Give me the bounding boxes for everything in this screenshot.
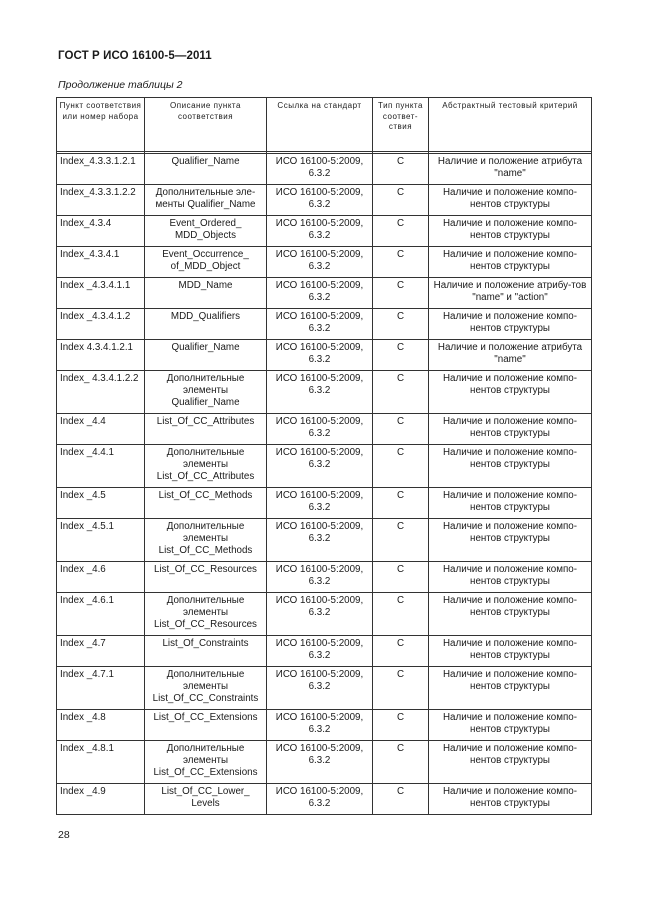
- clause-type-cell: C: [373, 371, 429, 414]
- clause-type-cell: C: [373, 562, 429, 593]
- description-cell: Дополнительные элементы List_Of_CC_Attributes: [145, 445, 267, 488]
- description-cell: MDD_Qualifiers: [145, 309, 267, 340]
- standard-reference-cell: ИСО 16100-5:2009, 6.3.2: [267, 667, 373, 710]
- table-row: [57, 636, 592, 667]
- test-criterion-cell: Наличие и положение компо-нентов структуры: [429, 185, 592, 216]
- description-cell: MDD_Name: [145, 278, 267, 309]
- description-cell: Qualifier_Name: [145, 154, 267, 185]
- description-cell: List_Of_CC_Attributes: [145, 414, 267, 445]
- test-criterion-cell: Наличие и положение атрибута "name": [429, 340, 592, 371]
- description-cell: Дополнительные элементы List_Of_CC_Methods: [145, 519, 267, 562]
- standard-reference-cell: ИСО 16100-5:2009, 6.3.2: [267, 710, 373, 741]
- description-cell: Дополнительные элементы List_Of_CC_Extensions: [145, 741, 267, 784]
- clause-type-cell: C: [373, 309, 429, 340]
- clause-type-cell: C: [373, 247, 429, 278]
- description-cell: List_Of_Constraints: [145, 636, 267, 667]
- standard-reference-cell: ИСО 16100-5:2009, 6.3.2: [267, 371, 373, 414]
- column-header-test-criterion: Абстрактный тестовый критерий: [429, 98, 592, 152]
- table-continuation-caption: Продолжение таблицы 2: [58, 79, 183, 91]
- clause-type-cell: C: [373, 710, 429, 741]
- clause-id-cell: Index _4.5: [57, 488, 145, 519]
- standard-reference-cell: ИСО 16100-5:2009, 6.3.2: [267, 488, 373, 519]
- table-row: [57, 519, 592, 562]
- table-row: [57, 278, 592, 309]
- standard-reference-cell: ИСО 16100-5:2009, 6.3.2: [267, 784, 373, 815]
- clause-id-cell: Index 4.3.4.1.2.1: [57, 340, 145, 371]
- clause-id-cell: Index _4.9: [57, 784, 145, 815]
- clause-type-cell: C: [373, 445, 429, 488]
- table-row: [57, 185, 592, 216]
- clause-type-cell: C: [373, 185, 429, 216]
- clause-type-cell: C: [373, 784, 429, 815]
- table-row: [57, 154, 592, 185]
- description-cell: Qualifier_Name: [145, 340, 267, 371]
- table-row: [57, 562, 592, 593]
- standard-reference-cell: ИСО 16100-5:2009, 6.3.2: [267, 185, 373, 216]
- table-row: [57, 445, 592, 488]
- standard-reference-cell: ИСО 16100-5:2009, 6.3.2: [267, 562, 373, 593]
- test-criterion-cell: Наличие и положение компо-нентов структуры: [429, 247, 592, 278]
- test-criterion-cell: Наличие и положение компо-нентов структуры: [429, 371, 592, 414]
- standard-reference-cell: ИСО 16100-5:2009, 6.3.2: [267, 519, 373, 562]
- description-cell: Event_Occurrence_ of_MDD_Object: [145, 247, 267, 278]
- clause-id-cell: Index_4.3.3.1.2.2: [57, 185, 145, 216]
- test-criterion-cell: Наличие и положение атрибу-тов "name" и "action": [429, 278, 592, 309]
- document-title: ГОСТ Р ИСО 16100-5—2011: [58, 50, 212, 62]
- standard-reference-cell: ИСО 16100-5:2009, 6.3.2: [267, 445, 373, 488]
- test-criterion-cell: Наличие и положение компо-нентов структуры: [429, 309, 592, 340]
- clause-id-cell: Index_4.3.4.1: [57, 247, 145, 278]
- clause-id-cell: Index _4.4.1: [57, 445, 145, 488]
- description-cell: Дополнительные эле-менты Qualifier_Name: [145, 185, 267, 216]
- table-row: [57, 340, 592, 371]
- description-cell: List_Of_CC_Methods: [145, 488, 267, 519]
- column-header-standard-reference: Ссылка на стандарт: [267, 98, 373, 152]
- column-header-clause-type: Тип пункта соответ-ствия: [373, 98, 429, 152]
- table-body: [57, 152, 592, 815]
- table-row: [57, 216, 592, 247]
- clause-id-cell: Index_4.3.3.1.2.1: [57, 154, 145, 185]
- clause-type-cell: C: [373, 278, 429, 309]
- clause-type-cell: C: [373, 488, 429, 519]
- test-criterion-cell: Наличие и положение компо-нентов структуры: [429, 710, 592, 741]
- table-row: [57, 710, 592, 741]
- clause-type-cell: C: [373, 519, 429, 562]
- clause-type-cell: C: [373, 154, 429, 185]
- clause-type-cell: C: [373, 340, 429, 371]
- clause-id-cell: Index _4.5.1: [57, 519, 145, 562]
- clause-id-cell: Index _4.3.4.1.1: [57, 278, 145, 309]
- standard-reference-cell: ИСО 16100-5:2009, 6.3.2: [267, 309, 373, 340]
- test-criterion-cell: Наличие и положение компо-нентов структуры: [429, 216, 592, 247]
- clause-type-cell: C: [373, 741, 429, 784]
- clause-type-cell: C: [373, 216, 429, 247]
- clause-type-cell: C: [373, 667, 429, 710]
- table-row: [57, 667, 592, 710]
- test-criterion-cell: Наличие и положение компо-нентов структуры: [429, 784, 592, 815]
- page-number: 28: [58, 829, 70, 841]
- table-header-row: [57, 98, 592, 152]
- conformance-table: [56, 97, 592, 815]
- description-cell: List_Of_CC_Extensions: [145, 710, 267, 741]
- description-cell: Дополнительные элементы Qualifier_Name: [145, 371, 267, 414]
- standard-reference-cell: ИСО 16100-5:2009, 6.3.2: [267, 340, 373, 371]
- test-criterion-cell: Наличие и положение компо-нентов структуры: [429, 741, 592, 784]
- table-row: [57, 488, 592, 519]
- clause-id-cell: Index _4.3.4.1.2: [57, 309, 145, 340]
- table-row: [57, 414, 592, 445]
- clause-id-cell: Index _4.6.1: [57, 593, 145, 636]
- clause-id-cell: Index _4.7: [57, 636, 145, 667]
- standard-reference-cell: ИСО 16100-5:2009, 6.3.2: [267, 247, 373, 278]
- table-row: [57, 741, 592, 784]
- description-cell: List_Of_CC_Lower_ Levels: [145, 784, 267, 815]
- table-row: [57, 593, 592, 636]
- clause-type-cell: C: [373, 593, 429, 636]
- column-header-description: Описание пункта соответствия: [145, 98, 267, 152]
- standard-reference-cell: ИСО 16100-5:2009, 6.3.2: [267, 741, 373, 784]
- description-cell: Event_Ordered_ MDD_Objects: [145, 216, 267, 247]
- clause-id-cell: Index_4.3.4: [57, 216, 145, 247]
- description-cell: Дополнительные элементы List_Of_CC_Resources: [145, 593, 267, 636]
- standard-reference-cell: ИСО 16100-5:2009, 6.3.2: [267, 154, 373, 185]
- test-criterion-cell: Наличие и положение компо-нентов структуры: [429, 562, 592, 593]
- test-criterion-cell: Наличие и положение компо-нентов структуры: [429, 593, 592, 636]
- standard-reference-cell: ИСО 16100-5:2009, 6.3.2: [267, 216, 373, 247]
- standard-reference-cell: ИСО 16100-5:2009, 6.3.2: [267, 593, 373, 636]
- test-criterion-cell: Наличие и положение компо-нентов структуры: [429, 667, 592, 710]
- clause-id-cell: Index_ 4.3.4.1.2.2: [57, 371, 145, 414]
- clause-id-cell: Index _4.8: [57, 710, 145, 741]
- clause-id-cell: Index _4.6: [57, 562, 145, 593]
- test-criterion-cell: Наличие и положение компо-нентов структуры: [429, 445, 592, 488]
- clause-id-cell: Index _4.7.1: [57, 667, 145, 710]
- description-cell: Дополнительные элементы List_Of_CC_Constraints: [145, 667, 267, 710]
- column-header-clause-id: Пункт соответствия или номер набора: [57, 98, 145, 152]
- table-row: [57, 371, 592, 414]
- table-row: [57, 309, 592, 340]
- standard-reference-cell: ИСО 16100-5:2009, 6.3.2: [267, 636, 373, 667]
- table-row: [57, 247, 592, 278]
- test-criterion-cell: Наличие и положение компо-нентов структуры: [429, 636, 592, 667]
- test-criterion-cell: Наличие и положение компо-нентов структуры: [429, 488, 592, 519]
- test-criterion-cell: Наличие и положение компо-нентов структуры: [429, 519, 592, 562]
- clause-id-cell: Index _4.8.1: [57, 741, 145, 784]
- clause-id-cell: Index _4.4: [57, 414, 145, 445]
- test-criterion-cell: Наличие и положение компо-нентов структуры: [429, 414, 592, 445]
- clause-type-cell: C: [373, 636, 429, 667]
- description-cell: List_Of_CC_Resources: [145, 562, 267, 593]
- standard-reference-cell: ИСО 16100-5:2009, 6.3.2: [267, 278, 373, 309]
- clause-type-cell: C: [373, 414, 429, 445]
- table-row: [57, 784, 592, 815]
- test-criterion-cell: Наличие и положение атрибута "name": [429, 154, 592, 185]
- standard-reference-cell: ИСО 16100-5:2009, 6.3.2: [267, 414, 373, 445]
